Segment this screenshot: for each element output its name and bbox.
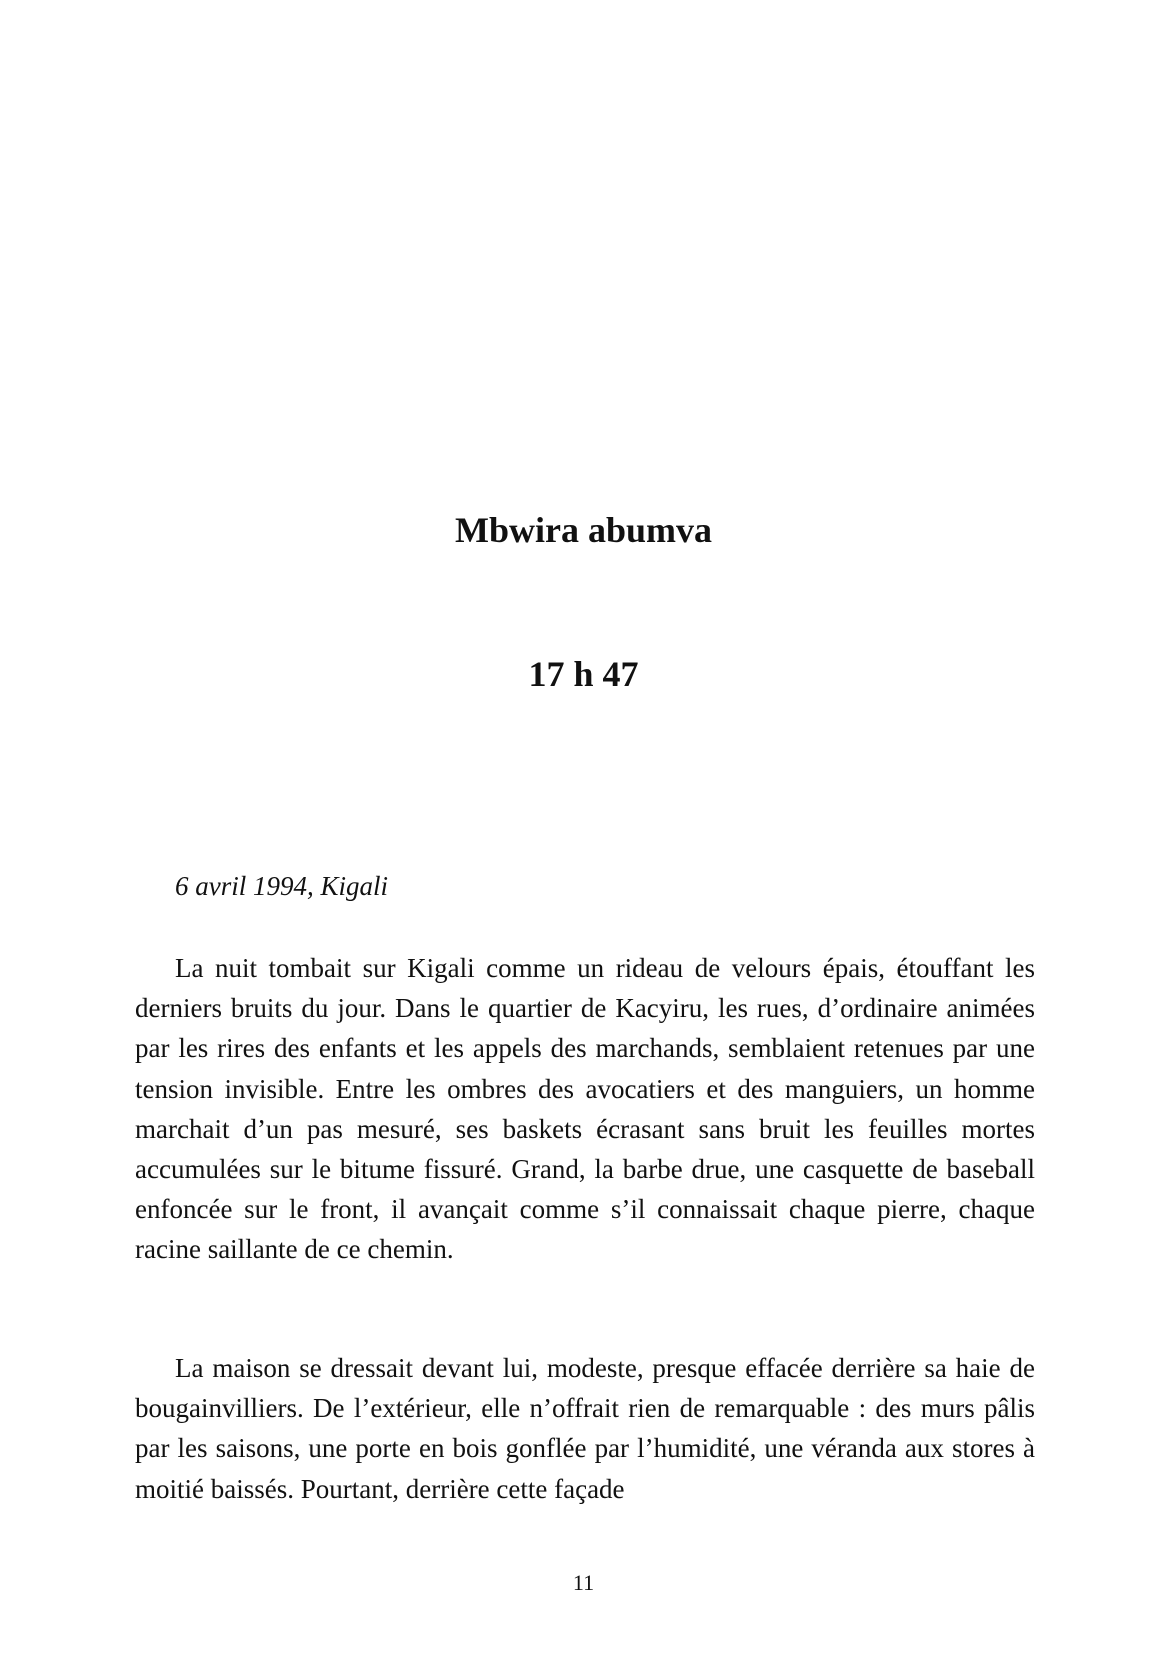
body-paragraph: La nuit tombait sur Kigali comme un rideau de velours épais, étouffant les derniers bruits du jour. Dans le quartier de Kacyiru, les rues, d’ordinaire animées par les rires des enfants et les appels des marchands, semblaient retenues par une tension invisible. Entre les ombres des avocatiers et des manguiers, un homme marchait d’un pas mesuré, ses baskets écrasant sans bruit les feuilles mortes accumulées sur le bitume fissuré. Grand, la barbe drue, une casquette de baseball enfoncée sur le front, il avançait comme s’il connaissait chaque pierre, chaque racine saillante de ce chemin. [135, 953, 1035, 1265]
chapter-time-heading: 17 h 47 [528, 654, 639, 694]
page-number: 11 [572, 1570, 595, 1595]
body-paragraph: La maison se dressait devant lui, modeste, presque effacée derrière sa haie de bougainvilliers. De l’extérieur, elle n’offrait rien de remarquable : des murs pâlis par les saisons, une porte en bois gonflée par l’humidité, une véranda aux stores à moitié baissés. Pourtant, derrière cette façade [135, 1353, 1035, 1504]
chapter-title: Mbwira abumva [454, 510, 712, 550]
dateline: 6 avril 1994, Kigali [175, 871, 389, 901]
